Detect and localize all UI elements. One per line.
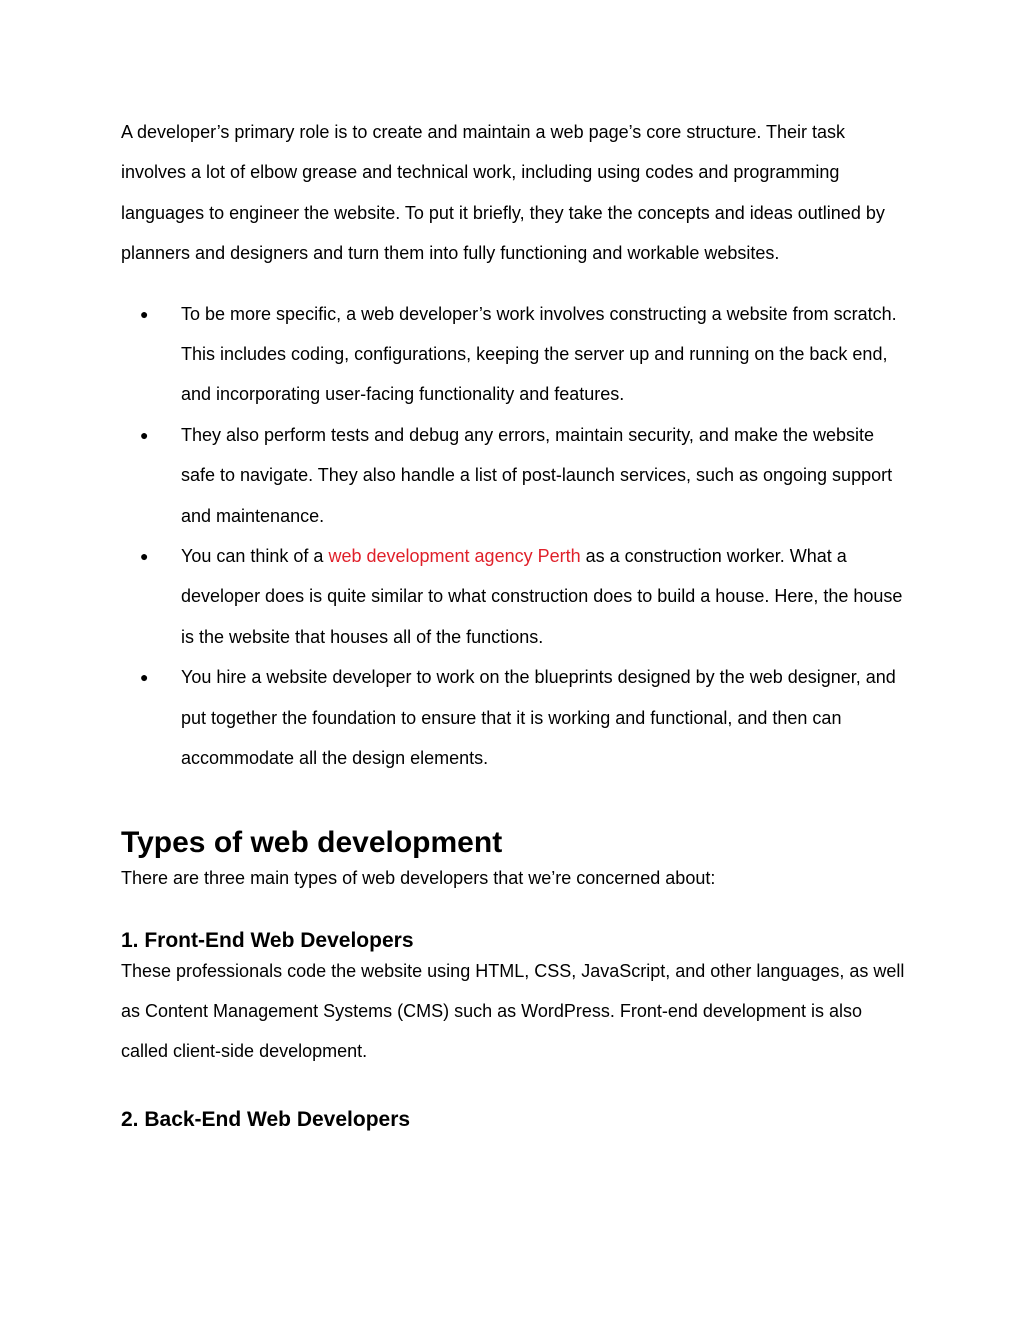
bullet-text: To be more specific, a web developer’s work involves constructing a website from scratch. This includes coding, configurations, keeping the server up and running on the back end, and incorporating user-facing functionality and features. [181,303,897,405]
back-end-heading: 2. Back-End Web Developers [121,1107,411,1131]
bullet-text-after-link: as a construction worker. What a developer does is quite similar to what construction does to build a house. Here, the house is the website that houses all of the functions. [181,546,903,647]
bullet-dot-icon: ● [140,669,149,686]
front-end-paragraph: These professionals code the website using HTML, CSS, JavaScript, and other languages, as well as Content Management Systems (CMS) such as WordPress. Front-end development is also called client-side development. [121,960,905,1062]
bullet-text: You hire a website developer to work on the blueprints designed by the web designer, and put together the foundation to ensure that it is working and functional, and then can accommodate all the design elements. [181,667,896,769]
bullet-item-3 [140,536,911,657]
bullet-dot-icon: ● [140,548,149,565]
bullet-text-before-link: You can think of a [181,546,329,567]
intro-paragraph: A developer’s primary role is to create and maintain a web page’s core structure. Their task involves a lot of elbow grease and technical work, including using codes and programming languages to engineer the website. To put it briefly, they take the concepts and ideas outlined by planners and designers and turn them into fully functioning and workable websites. [121,122,885,264]
bullet-item-1 [140,294,911,415]
section-title: Types of web development [121,825,503,859]
bullet-dot-icon: ● [140,305,149,322]
bullet-text: They also perform tests and debug any errors, maintain security, and make the website safe to navigate. They also handle a list of post-launch services, such as ongoing support and maintenance. [181,424,893,526]
bullet-item-4 [140,657,911,778]
bullet-dot-icon: ● [140,426,149,443]
front-end-heading: 1. Front-End Web Developers [121,928,414,952]
bullet-item-2 [140,415,911,536]
bullet-list [121,294,911,779]
document-page [121,112,911,1135]
section-intro: There are three main types of web developers that we’re concerned about: [121,867,716,888]
agency-link[interactable]: web development agency Perth [328,546,581,567]
